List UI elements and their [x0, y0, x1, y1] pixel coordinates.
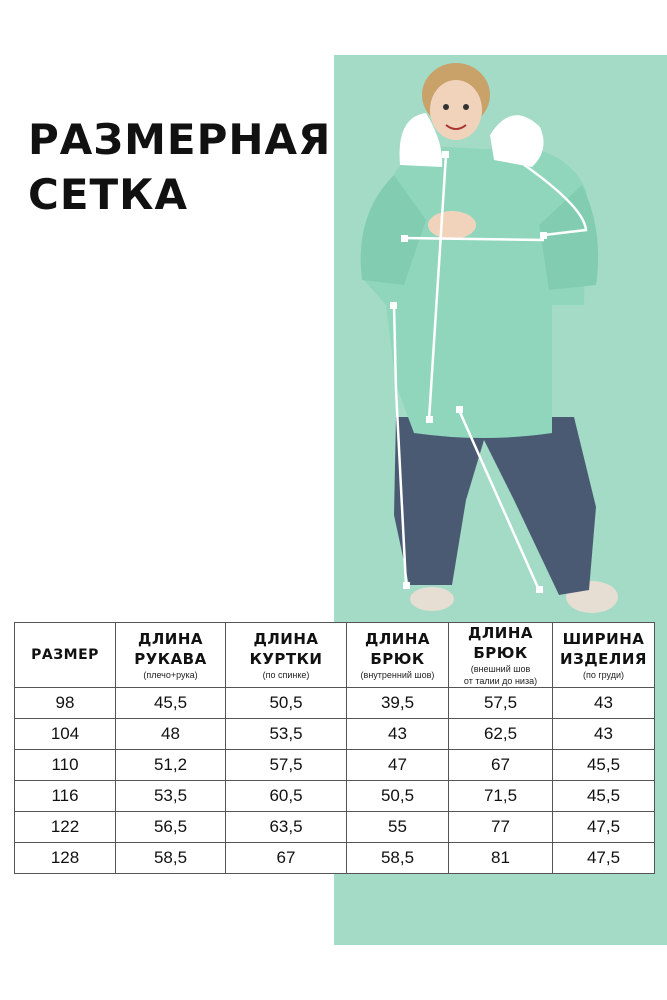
cell-size: 98 — [15, 688, 116, 719]
header-chest-width: ШИРИНА ИЗДЕЛИЯ (по груди) — [553, 623, 655, 688]
cell-inseam: 58,5 — [347, 843, 449, 874]
cell-sleeve: 48 — [116, 719, 226, 750]
pants — [394, 417, 596, 595]
cell-jacket: 53,5 — [226, 719, 347, 750]
cell-inseam: 55 — [347, 812, 449, 843]
right-eye — [463, 104, 469, 110]
table-row — [15, 688, 655, 719]
hands-heart — [428, 211, 476, 239]
cell-outseam: 77 — [449, 812, 553, 843]
cell-chest: 47,5 — [553, 812, 655, 843]
cell-inseam: 39,5 — [347, 688, 449, 719]
cell-chest: 45,5 — [553, 781, 655, 812]
cell-outseam: 67 — [449, 750, 553, 781]
cell-inseam: 50,5 — [347, 781, 449, 812]
cell-size: 104 — [15, 719, 116, 750]
table-row — [15, 719, 655, 750]
header-outseam-length: ДЛИНА БРЮК (внешний шов от талии до низа) — [449, 623, 553, 688]
cell-outseam: 62,5 — [449, 719, 553, 750]
cell-outseam: 81 — [449, 843, 553, 874]
cell-chest: 43 — [553, 719, 655, 750]
cell-sleeve: 56,5 — [116, 812, 226, 843]
table-row — [15, 843, 655, 874]
cell-inseam: 47 — [347, 750, 449, 781]
left-shoe — [410, 587, 454, 611]
cell-size: 110 — [15, 750, 116, 781]
cell-chest: 47,5 — [553, 843, 655, 874]
header-inseam-length: ДЛИНА БРЮК (внутренний шов) — [347, 623, 449, 688]
child-in-winter-suit-icon — [334, 55, 667, 615]
header-jacket-length: ДЛИНА КУРТКИ (по спинке) — [226, 623, 347, 688]
cell-chest: 45,5 — [553, 750, 655, 781]
table-row — [15, 781, 655, 812]
cell-sleeve: 45,5 — [116, 688, 226, 719]
cell-size: 122 — [15, 812, 116, 843]
left-eye — [443, 104, 449, 110]
table-row — [15, 750, 655, 781]
cell-jacket: 50,5 — [226, 688, 347, 719]
cell-chest: 43 — [553, 688, 655, 719]
cell-size: 116 — [15, 781, 116, 812]
header-size: РАЗМЕР — [15, 623, 116, 688]
cell-outseam: 71,5 — [449, 781, 553, 812]
header-sleeve-length: ДЛИНА РУКАВА (плечо+рука) — [116, 623, 226, 688]
cell-sleeve: 53,5 — [116, 781, 226, 812]
cell-inseam: 43 — [347, 719, 449, 750]
cell-jacket: 63,5 — [226, 812, 347, 843]
child-model-illustration — [334, 55, 667, 615]
cell-jacket: 60,5 — [226, 781, 347, 812]
cell-sleeve: 58,5 — [116, 843, 226, 874]
page-title — [28, 112, 331, 222]
table-row — [15, 812, 655, 843]
table-header-row — [15, 623, 655, 688]
title-line-2: СЕТКА — [28, 170, 188, 219]
cell-jacket: 57,5 — [226, 750, 347, 781]
face — [430, 80, 482, 140]
title-line-1: РАЗМЕРНАЯ — [28, 115, 332, 164]
cell-size: 128 — [15, 843, 116, 874]
cell-jacket: 67 — [226, 843, 347, 874]
size-chart-table — [14, 622, 655, 874]
cell-outseam: 57,5 — [449, 688, 553, 719]
cell-sleeve: 51,2 — [116, 750, 226, 781]
